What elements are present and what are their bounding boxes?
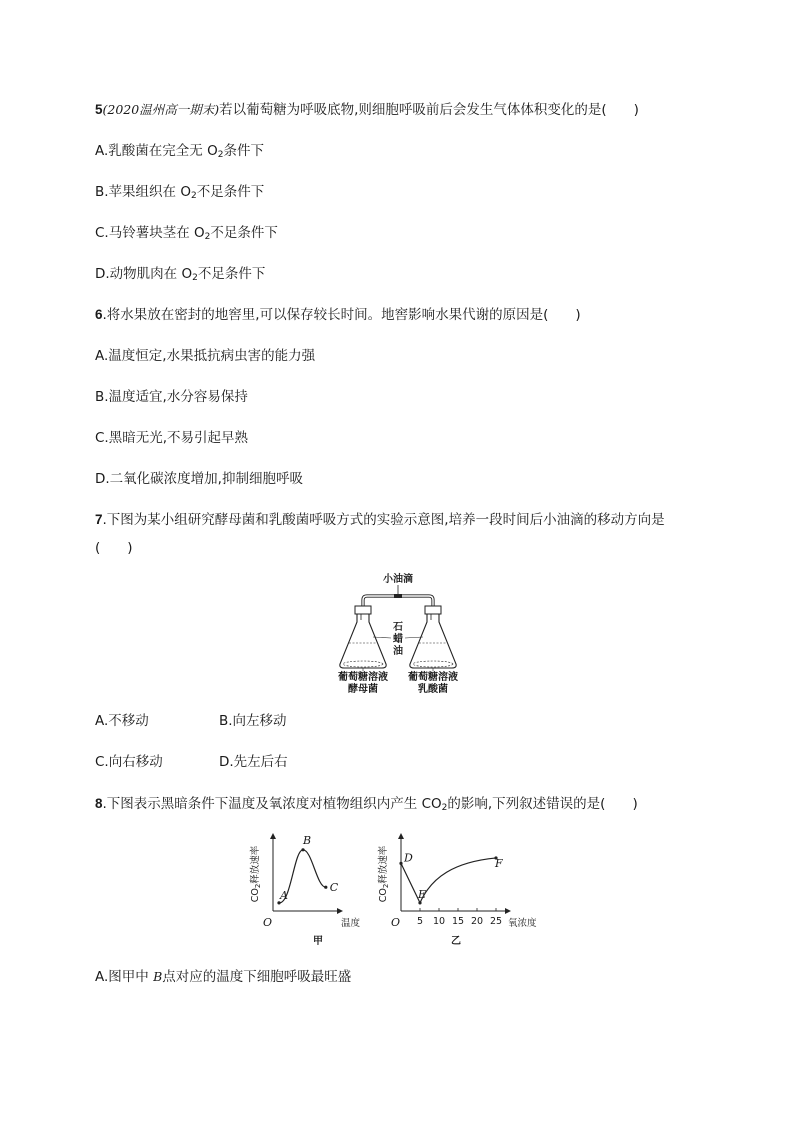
left-solution-label: 葡萄糖溶液	[338, 672, 388, 683]
q7-option-c[interactable]: C.向右移动	[95, 754, 163, 770]
q7-option-b[interactable]: B.向左移动	[219, 713, 287, 729]
q8-stem: 8.下图表示黑暗条件下温度及氧浓度对植物组织内产生 $CO_2$的影响,下列叙述错误的是( )	[95, 796, 638, 813]
paraffin-label-3: 油	[393, 646, 403, 657]
point-label-e: E	[418, 887, 427, 901]
x-axis-label: 温度	[341, 918, 361, 929]
origin-label: O	[391, 916, 401, 929]
plot-area	[277, 834, 338, 905]
q7-apparatus-figure	[330, 570, 470, 695]
q5-source: (2020温州高一期末)	[102, 102, 220, 117]
plot-area	[399, 851, 503, 904]
origin-label: O	[263, 916, 273, 929]
point-d	[399, 862, 402, 865]
q5-option-d[interactable]: D.动物肌肉在 $O_2$不足条件下	[95, 266, 266, 283]
q8-number: 8	[95, 796, 103, 811]
point-label-a: A	[280, 888, 288, 902]
q7-option-a[interactable]: A.不移动	[95, 713, 149, 729]
q6-stem-text: .将水果放在密封的地窖里,可以保存较长时间。地窖影响水果代谢的原因是( )	[102, 307, 581, 323]
tick-label: 25	[489, 916, 503, 927]
tick-label: 20	[470, 916, 484, 927]
chart-temperature	[248, 828, 378, 950]
q5-option-a[interactable]: A.乳酸菌在完全无 $O_2$条件下	[95, 143, 264, 160]
q7-stem	[95, 511, 665, 529]
q6-number: 6	[95, 307, 103, 322]
right-flask	[410, 606, 456, 668]
q6-option-d[interactable]: D.二氧化碳浓度增加,抑制细胞呼吸	[95, 471, 303, 487]
paraffin-label-2: 蜡	[393, 634, 403, 645]
q5-stem	[95, 101, 639, 119]
tick-label: 15	[451, 916, 465, 927]
left-flask	[340, 606, 386, 668]
q6-option-b[interactable]: B.温度适宜,水分容易保持	[95, 389, 248, 405]
oil-droplet	[394, 594, 402, 598]
q5-stem-text: 若以葡萄糖为呼吸底物,则细胞呼吸前后会发生气体体积变化的是( )	[219, 102, 639, 118]
right-organism-label: 乳酸菌	[418, 684, 448, 695]
point-e	[418, 901, 421, 904]
right-solution-label: 葡萄糖溶液	[408, 672, 458, 683]
q8-option-a[interactable]: A.图甲中 B点对应的温度下细胞呼吸最旺盛	[95, 969, 352, 985]
droplet-label: 小油滴	[383, 574, 413, 585]
x-axis-label: 氧浓度	[508, 918, 537, 929]
q6-stem	[95, 306, 581, 324]
q7-option-d[interactable]: D.先左后右	[219, 754, 288, 770]
paraffin-label-1: 石	[393, 622, 403, 633]
q5-option-c[interactable]: C.马铃薯块茎在 $O_2$不足条件下	[95, 225, 278, 242]
point-c	[324, 886, 327, 889]
q6-option-c[interactable]: C.黑暗无光,不易引起早熟	[95, 430, 249, 446]
q7-stem-text: .下图为某小组研究酵母菌和乳酸菌呼吸方式的实验示意图,培养一段时间后小油滴的移动方向是	[102, 512, 665, 528]
left-organism-label: 酵母菌	[348, 684, 378, 695]
oxygen-curve	[401, 858, 496, 903]
tick-label: 5	[416, 916, 424, 927]
point-label-c: C	[329, 881, 339, 895]
point-label-b: B	[303, 833, 312, 847]
point-label-d: D	[404, 851, 413, 865]
y-axis-label: $CO_2$释放速率	[250, 845, 262, 903]
y-axis-label: $CO_2$释放速率	[378, 845, 390, 903]
chart-oxygen	[376, 828, 546, 950]
point-b	[301, 848, 304, 851]
tick-label: 10	[432, 916, 446, 927]
chart-title: 甲	[313, 936, 323, 947]
q5-option-b[interactable]: B.苹果组织在 $O_2$不足条件下	[95, 184, 265, 201]
point-label-f: F	[495, 856, 503, 870]
q6-option-a[interactable]: A.温度恒定,水果抵抗病虫害的能力强	[95, 348, 316, 364]
chart-title: 乙	[451, 936, 461, 947]
q5-number: 5	[95, 102, 103, 117]
q7-number: 7	[95, 512, 103, 527]
q7-stem-cont: ( )	[95, 540, 133, 556]
